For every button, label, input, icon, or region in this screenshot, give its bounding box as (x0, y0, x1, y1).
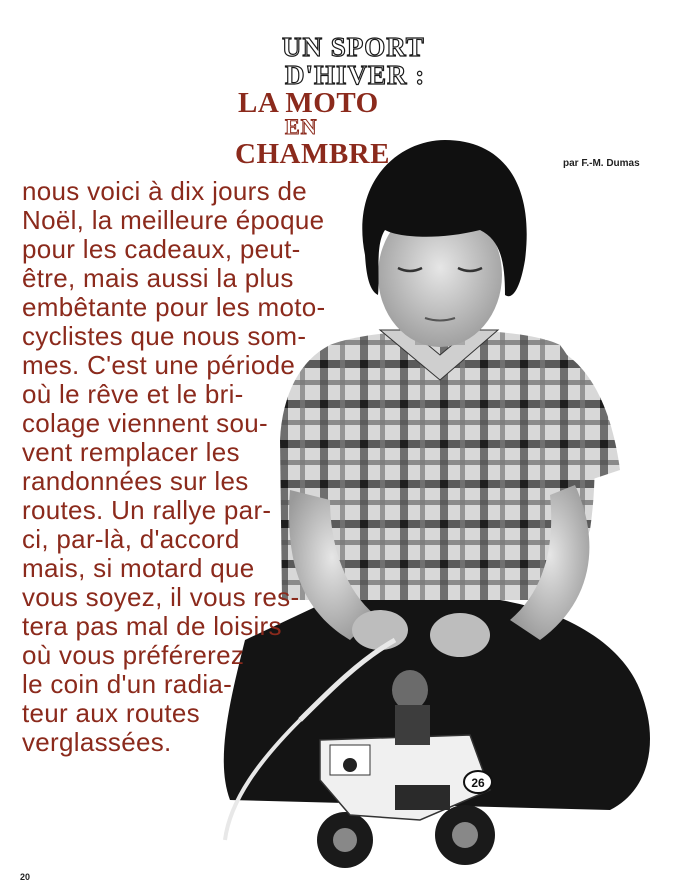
body-line: mais, si motard que (22, 553, 255, 583)
title-line-4: EN (285, 114, 318, 139)
article-title (230, 30, 450, 170)
title-line-2: D'HIVER : (285, 60, 426, 90)
body-line: tera pas mal de loisirs (22, 611, 282, 641)
body-line: cyclistes que nous som- (22, 321, 307, 351)
body-line: routes. Un rallye par- (22, 495, 272, 525)
right-hand (430, 613, 490, 657)
body-line: verglassées. (22, 727, 172, 757)
byline: par F.-M. Dumas (563, 158, 640, 169)
page-number: 20 (20, 872, 31, 882)
body-line: être, mais aussi la plus (22, 263, 294, 293)
body-line: colage viennent sou- (22, 408, 268, 438)
body-line: vous soyez, il vous res- (22, 582, 300, 612)
body-line: vent remplacer les (22, 437, 240, 467)
body-line: où le rêve et le bri- (22, 379, 244, 409)
body-line: nous voici à dix jours de (22, 176, 307, 206)
title-line-3: LA MOTO (238, 87, 379, 119)
title-line-5: CHAMBRE (235, 138, 390, 170)
body-line: teur aux routes (22, 698, 200, 728)
left-hand (352, 610, 408, 650)
bike-number: 26 (471, 776, 485, 790)
body-line: ci, par-là, d'accord (22, 524, 240, 554)
body-line: mes. C'est une période (22, 350, 296, 380)
body-line: Noël, la meilleure époque (22, 205, 325, 235)
body-line: pour les cadeaux, peut- (22, 234, 301, 264)
body-line: embêtante pour les moto- (22, 292, 326, 322)
body-line: le coin d'un radia- (22, 669, 233, 699)
title-line-1: UN SPORT (282, 32, 425, 62)
body-line: randonnées sur les (22, 466, 249, 496)
body-line: où vous préférerez (22, 640, 245, 670)
